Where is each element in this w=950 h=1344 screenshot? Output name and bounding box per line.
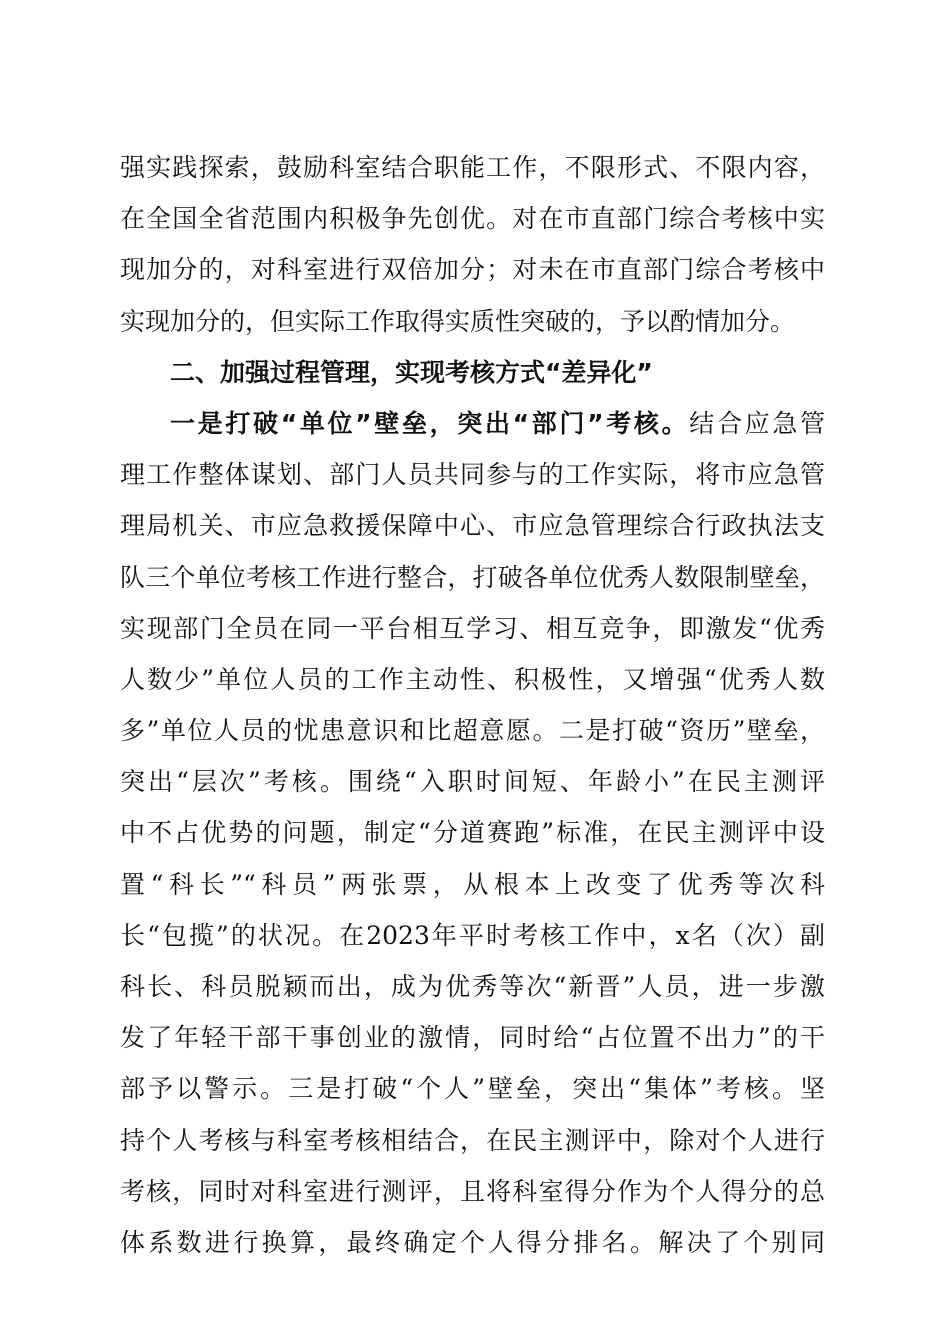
section-heading: 二、加强过程管理，实现考核方式“差异化” xyxy=(170,357,653,387)
text-line: 理工作整体谋划、部门人员共同参与的工作实际，将市应急管 xyxy=(120,460,825,490)
text-line: 多”单位人员的忧患意识和比超意愿。二是打破“资历”壁垒， xyxy=(120,716,825,746)
text-line: 队三个单位考核工作进行整合，打破各单位优秀人数限制壁垒， xyxy=(120,562,825,592)
paragraph-first-line-rest: 结合应急管 xyxy=(689,408,825,438)
text-line: 发了年轻干部干事创业的激情，同时给“占位置不出力”的干 xyxy=(120,1023,825,1053)
paragraph-lead-sentence: 一是打破“单位”壁垒，突出“部门”考核。 xyxy=(170,408,690,438)
text-line: 现加分的，对科室进行双倍加分；对未在市直部门综合考核中 xyxy=(120,255,825,285)
text-line: 中不占优势的问题，制定“分道赛跑”标准，在民主测评中设 xyxy=(120,818,825,848)
text-line: 实现加分的，但实际工作取得实质性突破的，予以酌情加分。 xyxy=(120,306,796,336)
text-line: 在全国全省范围内积极争先创优。对在市直部门综合考核中实 xyxy=(120,204,825,234)
text-line: 长“包揽”的状况。在2023年平时考核工作中，x名（次）副 xyxy=(120,920,825,950)
text-line: 人数少”单位人员的工作主动性、积极性，又增强“优秀人数 xyxy=(120,664,825,694)
document-body xyxy=(120,142,825,1268)
text-line: 突出“层次”考核。围绕“入职时间短、年龄小”在民主测评 xyxy=(120,767,825,797)
text-line: 考核，同时对科室进行测评，且将科室得分作为个人得分的总 xyxy=(120,1176,825,1206)
text-line: 持个人考核与科室考核相结合，在民主测评中，除对个人进行 xyxy=(120,1125,825,1155)
text-line: 置“科长”“科员”两张票，从根本上改变了优秀等次科 xyxy=(120,869,825,899)
text-line: 科长、科员脱颖而出，成为优秀等次“新晋”人员，进一步激 xyxy=(120,972,825,1001)
text-line: 部予以警示。三是打破“个人”壁垒，突出“集体”考核。坚 xyxy=(120,1074,825,1104)
text-line: 体系数进行换算，最终确定个人得分排名。解决了个别同 xyxy=(120,1227,825,1257)
paragraph-first-line xyxy=(120,398,825,449)
text-line: 理局机关、市应急救援保障中心、市应急管理综合行政执法支 xyxy=(120,511,825,541)
text-line: 强实践探索，鼓励科室结合职能工作，不限形式、不限内容， xyxy=(120,153,825,182)
text-line: 实现部门全员在同一平台相互学习、相互竞争，即激发“优秀 xyxy=(120,613,825,643)
